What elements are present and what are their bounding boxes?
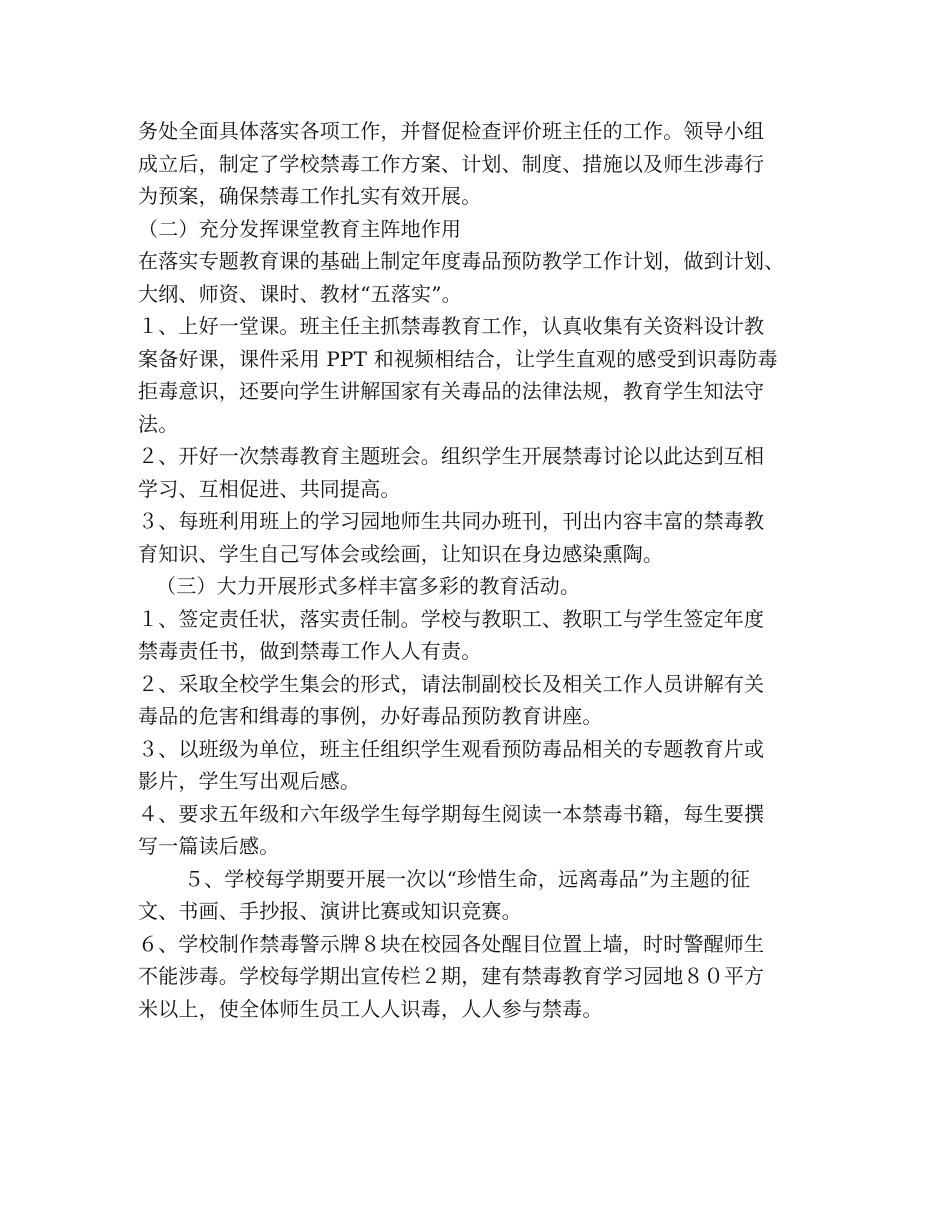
section-heading-2: （二）充分发挥课堂教育主阵地作用 (138, 216, 462, 241)
list-item-3-6-line-2: 不能涉毒。学校每学期出宣传栏２期，建有禁毒教育学习园地８０平方 (138, 964, 765, 988)
list-item-2-3-line-2: 育知识、学生自己写体会或绘画，让知识在身边感染熏陶。 (138, 541, 664, 566)
list-item-2-1-line-4: 法。 (138, 411, 179, 436)
section-heading-3: （三）大力开展形式多样丰富多彩的教育活动。 (156, 574, 581, 598)
list-item-3-3-line-1: ３、以班级为单位，班主任组织学生观看预防毒品相关的专题教育片或 (138, 736, 765, 761)
list-item-2-1-line-2: 案备好课，课件采用 PPT 和视频相结合，让学生直观的感受到识毒防毒 (138, 346, 778, 371)
body-line-5: 在落实专题教育课的基础上制定年度毒品预防教学工作计划，做到计划、 (138, 249, 785, 273)
list-item-3-1-line-1: １、签定责任状，落实责任制。学校与教职工、教职工与学生签定年度 (138, 606, 765, 631)
list-item-3-1-line-2: 禁毒责任书，做到禁毒工作人人有责。 (138, 639, 482, 663)
body-line-6: 大纲、师资、课时、教材“五落实”。 (138, 281, 462, 306)
list-item-3-4-line-2: 写一篇读后感。 (138, 834, 280, 858)
list-item-2-1-line-1: １、上好一堂课。班主任主抓禁毒教育工作，认真收集有关资料设计教 (138, 314, 765, 338)
body-line-2: 成立后，制定了学校禁毒工作方案、计划、制度、措施以及师生涉毒行 (138, 151, 765, 176)
list-item-3-6-line-3: 米以上，使全体师生员工人人识毒，人人参与禁毒。 (138, 996, 603, 1021)
list-item-2-2-line-2: 学习、互相促进、共同提高。 (138, 476, 401, 501)
list-item-3-2-line-1: ２、采取全校学生集会的形式，请法制副校长及相关工作人员讲解有关 (138, 671, 765, 696)
body-line-3: 为预案，确保禁毒工作扎实有效开展。 (138, 184, 482, 208)
list-item-2-2-line-1: ２、开好一次禁毒教育主题班会。组织学生开展禁毒讨论以此达到互相 (138, 444, 765, 468)
list-item-3-3-line-2: 影片，学生写出观后感。 (138, 769, 361, 793)
list-item-3-2-line-2: 毒品的危害和缉毒的事例，办好毒品预防教育讲座。 (138, 704, 603, 728)
body-line-1: 务处全面具体落实各项工作，并督促检查评价班主任的工作。领导小组 (138, 119, 765, 143)
list-item-3-5-line-2: 文、书画、手抄报、演讲比赛或知识竞赛。 (138, 899, 522, 923)
list-item-2-3-line-1: ３、每班利用班上的学习园地师生共同办班刊，刊出内容丰富的禁毒教 (138, 509, 765, 533)
document-body (138, 115, 838, 1025)
list-item-3-5-line-1: ５、学校每学期要开展一次以“珍惜生命，远离毒品”为主题的征 (184, 866, 751, 891)
list-item-2-1-line-3: 拒毒意识，还要向学生讲解国家有关毒品的法律法规，教育学生知法守 (138, 379, 765, 403)
list-item-3-6-line-1: ６、学校制作禁毒警示牌８块在校园各处醒目位置上墙，时时警醒师生 (138, 931, 765, 956)
list-item-3-4-line-1: ４、要求五年级和六年级学生每学期每生阅读一本禁毒书籍，每生要撰 (138, 801, 765, 826)
